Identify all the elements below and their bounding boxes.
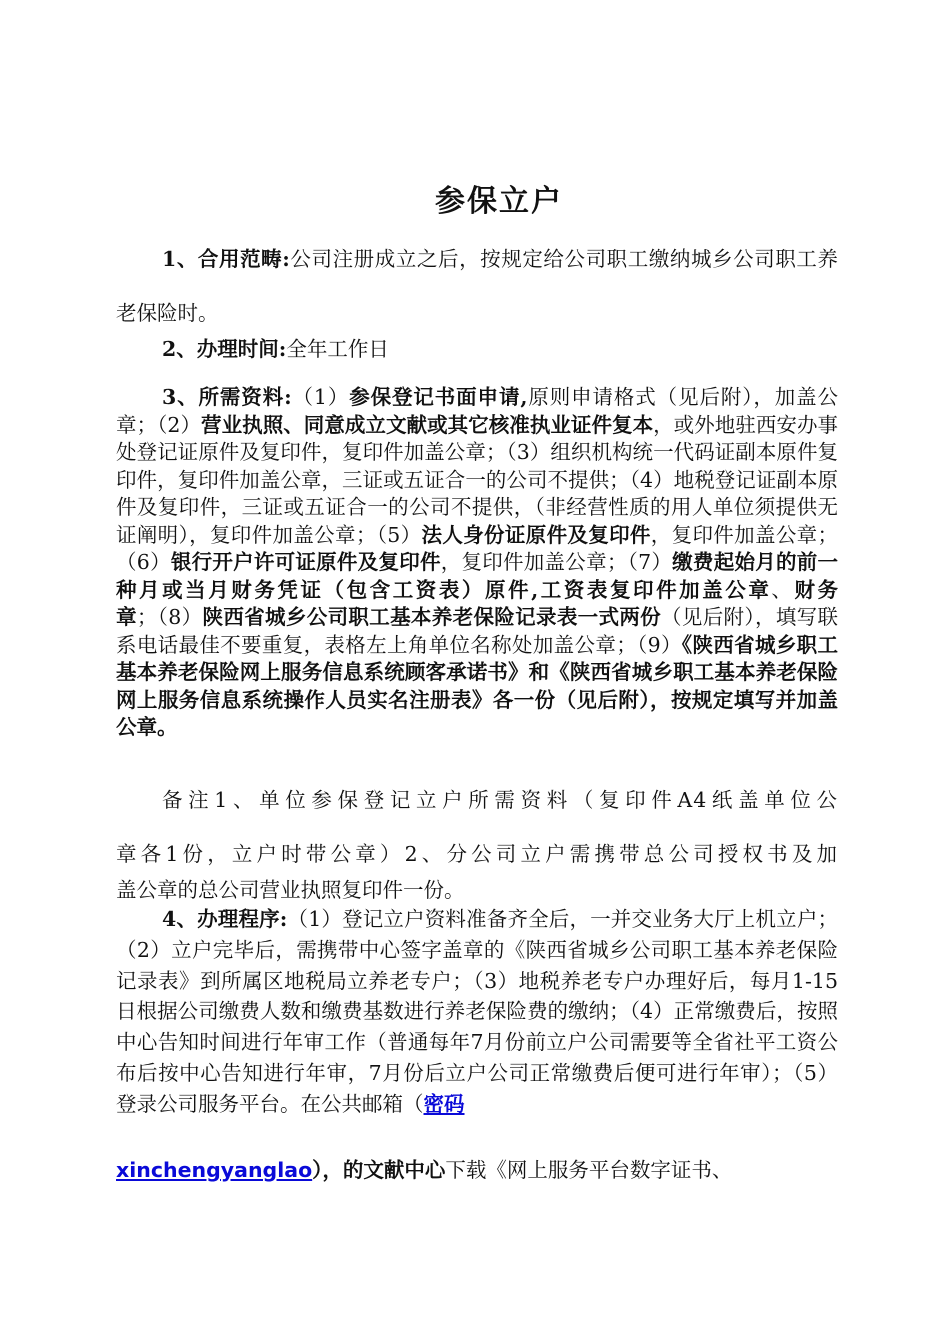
section-materials: 3、所需资料:（1）参保登记书面申请,原则申请格式（见后附），加盖公章；（2）营业执照、同意成立文献或其它核准执业证件复本，或外地驻西安办事处登记证原件及复印件，复印件加盖公章；（3）组织机构统一代码证副本原件复印件，复印件加盖公章，三证或五证合一的公司不提供；（4）地税登记证副本原件及复印件，三证或五证合一的公司不提供，（非经营性质的用人单位须提供无证阐明），复印件加盖公章；（5）法人身份证原件及复印件，复印件加盖公章；（6）银行开户许可证原件及复印件，复印件加盖公章；（7）缴费起始月的前一种月或当月财务凭证（包含工资表）原件,工资表复印件加盖公章、财务章；（8）陕西省城乡公司职工基本养老保险记录表一式两份（见后附），填写联系电话最佳不要重复，表格左上角单位名称处加盖公章；（9）《陕西省城乡职工基本养老保险网上服务信息系统顾客承诺书》和《陕西省城乡职工基本养老保险网上服务信息系统操作人员实名注册表》各一份（见后附），按规定填写并加盖公章。 <box>116 385 839 739</box>
section-materials-label: 3、所需资料: <box>162 385 292 409</box>
section-procedure-text: （1）登记立户资料准备齐全后，一并交业务大厅上机立户；（2）立户完毕后，需携带中心签字盖章的《陕西省城乡公司职工基本养老保险记录表》到所属区地税局立养老专户；（3）地税养老专户办理好后，每月1-15日根据公司缴费人数和缴费基数进行养老保险费的缴纳；（4）正常缴费后，按照中心告知时间进行年审工作（普通每年7月份前立户公司需要等全省社平工资公布后按中心告知进行年审，7月份后立户公司正常缴费后便可进行年审）；（5）登录公司服务平台。在公共邮箱（ <box>116 907 838 1116</box>
material-5: 法人身份证原件及复印件 <box>421 522 651 547</box>
note-line: 章各1份，立户时带公章）2、分公司立户需携带总公司授权书及加 <box>116 842 838 866</box>
section-hours <box>116 332 838 366</box>
material-1: 参保登记书面申请, <box>349 385 528 409</box>
material-7: 缴费起始月的前一种月或当月财务凭证（包含工资表）原件,工资表复印件加盖公章 <box>116 550 839 602</box>
page-title: 参保立户 <box>435 184 563 219</box>
password-link[interactable]: 密码 <box>423 1091 465 1116</box>
document-center: 的文献中心 <box>342 1158 446 1182</box>
material-6: 银行开户许可证原件及复印件 <box>170 550 441 574</box>
material-8: 陕西省城乡公司职工基本养老保险记录表一式两份 <box>202 605 662 629</box>
note-line: 备注1、单位参保登记立户所需资料（复印件A4纸盖单位公 <box>162 788 838 812</box>
section-scope-text: 公司注册成立之后，按规定给公司职工缴纳城乡公司职工养老保险时。 <box>116 247 839 325</box>
material-2: 营业执照、同意成立文献或其它核准执业证件复本 <box>201 412 654 437</box>
note-block <box>116 782 838 908</box>
material-9: 《陕西省城乡职工基本养老保险网上服务信息系统顾客承诺书》和《陕西省城乡职工基本养老保险网上服务信息系统操作人员实名注册表》各一份（见后附），按规定填写并加盖公章。 <box>116 632 838 739</box>
material-7-seal: 财务章 <box>116 577 838 629</box>
section-scope-label: 1、合用范畴: <box>162 247 290 271</box>
section-procedure-label: 4、办理程序: <box>162 907 288 931</box>
note-line: 盖公章的总公司营业执照复印件一份。 <box>116 878 465 902</box>
section-scope <box>116 232 838 340</box>
section-procedure-continued: xinchengyanglao），的文献中心下载《网上服务平台数字证书、 <box>116 1158 733 1182</box>
section-hours-label: 2、办理时间: <box>162 337 287 361</box>
section-hours-text: 全年工作日 <box>286 337 389 361</box>
mailbox-password-link[interactable]: xinchengyanglao <box>116 1158 313 1182</box>
section-procedure <box>116 904 838 1120</box>
